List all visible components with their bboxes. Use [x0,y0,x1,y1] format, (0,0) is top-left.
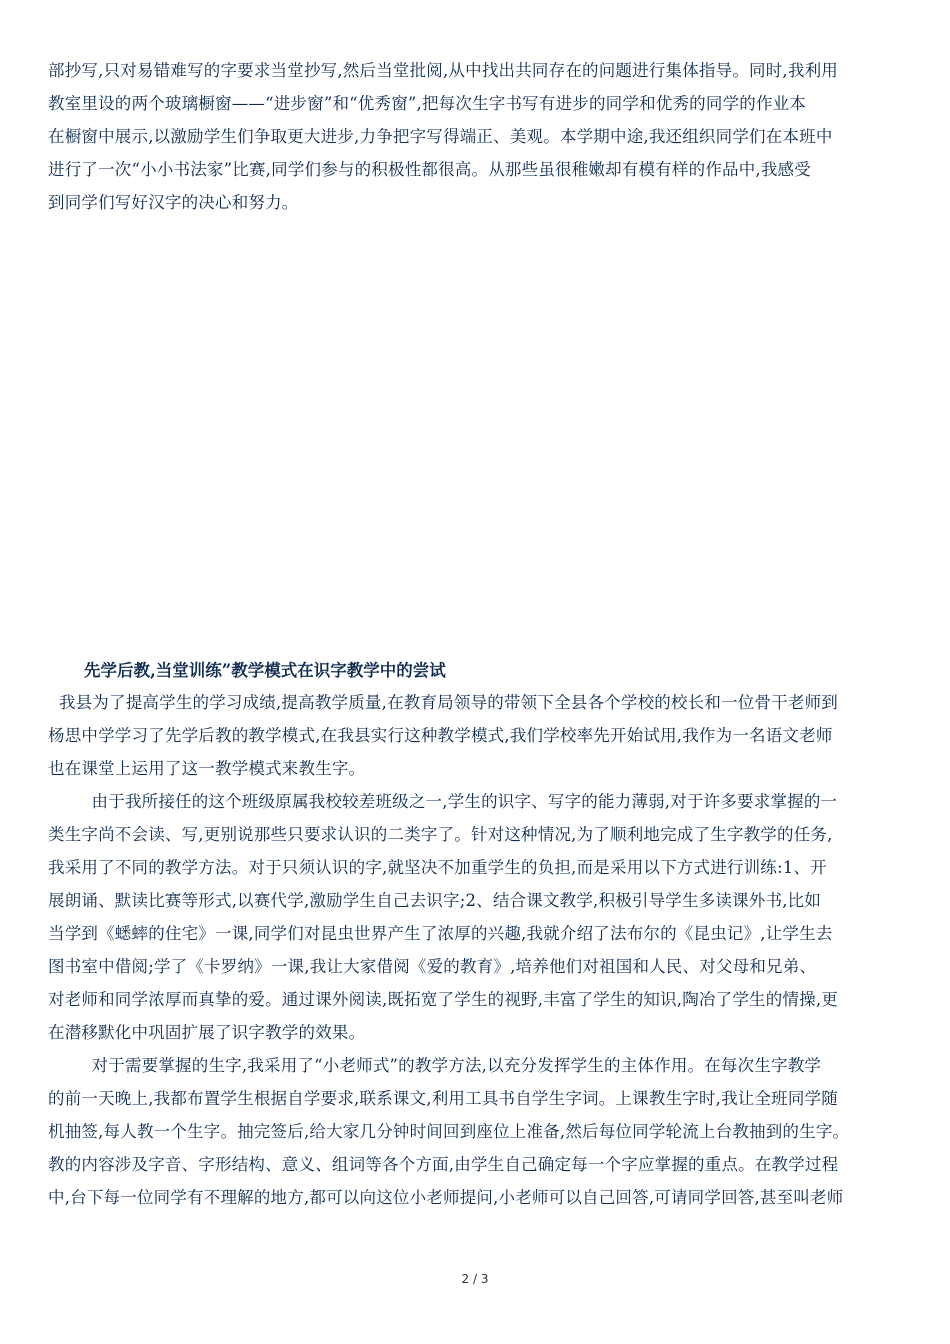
paragraph-line: 进行了一次“小小书法家”比赛,同学们参与的积极性都很高。从那些虽很稚嫩却有模有样的作品中,我感受 [48,160,811,179]
paragraph-line: 教室里设的两个玻璃橱窗——“进步窗”和“优秀窗”,把每次生字书写有进步的同学和优秀的同学的作业本 [48,94,807,113]
paragraph-line: 当学到《蟋蟀的住宅》一课,同学们对昆虫世界产生了浓厚的兴趣,我就介绍了法布尔的《昆虫记》,让学生去 [48,924,833,943]
paragraph-line: 在橱窗中展示,以激励学生们争取更大进步,力争把字写得端正、美观。本学期中途,我还组织同学们在本班中 [48,127,833,146]
paragraph-line: 对于需要掌握的生字,我采用了“小老师式”的教学方法,以充分发挥学生的主体作用。在每次生字教学 [48,1056,822,1075]
article-body [48,686,904,1214]
paragraph-line: 杨思中学学习了先学后教的教学模式,在我县实行这种教学模式,我们学校率先开始试用,我作为一名语文老师 [48,726,833,745]
paragraph-line: 图书室中借阅;学了《卡罗纳》一课,我让大家借阅《爱的教育》,培养他们对祖国和人民、对父母和兄弟、 [48,957,817,976]
paragraph-line: 在潜移默化中巩固扩展了识字教学的效果。 [48,1023,366,1042]
paragraph-line: 类生字尚不会读、写,更别说那些只要求认识的二类字了。针对这种情况,为了顺利地完成了生字教学的任务, [48,825,833,844]
paragraph-line: 展朗诵、默读比赛等形式,以赛代学,激励学生自己去识字;2、结合课文教学,积极引导学生多读课外书,比如 [48,891,822,910]
paragraph-line: 我县为了提高学生的学习成绩,提高教学质量,在教育局领导的带领下全县各个学校的校长和一位骨干老师到 [48,693,838,712]
continued-paragraph [48,54,904,219]
article-title: 先学后教,当堂训练”教学模式在识字教学中的尝试 [84,661,446,680]
paragraph-line: 机抽签,每人教一个生字。抽完签后,给大家几分钟时间回到座位上准备,然后每位同学轮流上台教抽到的生字。 [48,1122,850,1141]
page-number: 2 / 3 [461,1272,489,1286]
paragraph-line: 中,台下每一位同学有不理解的地方,都可以向这位小老师提问,小老师可以自己回答,可请同学回答,甚至叫老师 [48,1188,844,1207]
paragraph-line: 教的内容涉及字音、字形结构、意义、组词等各个方面,由学生自己确定每一个字应掌握的重点。在教学过程 [48,1155,839,1174]
paragraph-line: 到同学们写好汉字的决心和努力。 [48,193,299,212]
paragraph-line: 的前一天晚上,我都布置学生根据自学要求,联系课文,利用工具书自学生字词。上课教生字时,我让全班同学随 [48,1089,838,1108]
paragraph-line: 对老师和同学浓厚而真挚的爱。通过课外阅读,既拓宽了学生的视野,丰富了学生的知识,陶冶了学生的情操,更 [48,990,838,1009]
paragraph-line: 也在课堂上运用了这一教学模式来教生字。 [48,759,366,778]
paragraph-line: 我采用了不同的教学方法。对于只须认识的字,就坚决不加重学生的负担,而是采用以下方式进行训练:1、开 [48,858,827,877]
paragraph-line: 部抄写,只对易错难写的字要求当堂抄写,然后当堂批阅,从中找出共同存在的问题进行集体指导。同时,我利用 [48,61,838,80]
paragraph-line: 由于我所接任的这个班级原属我校较差班级之一,学生的识字、写字的能力薄弱,对于许多要求掌握的一 [48,792,838,811]
